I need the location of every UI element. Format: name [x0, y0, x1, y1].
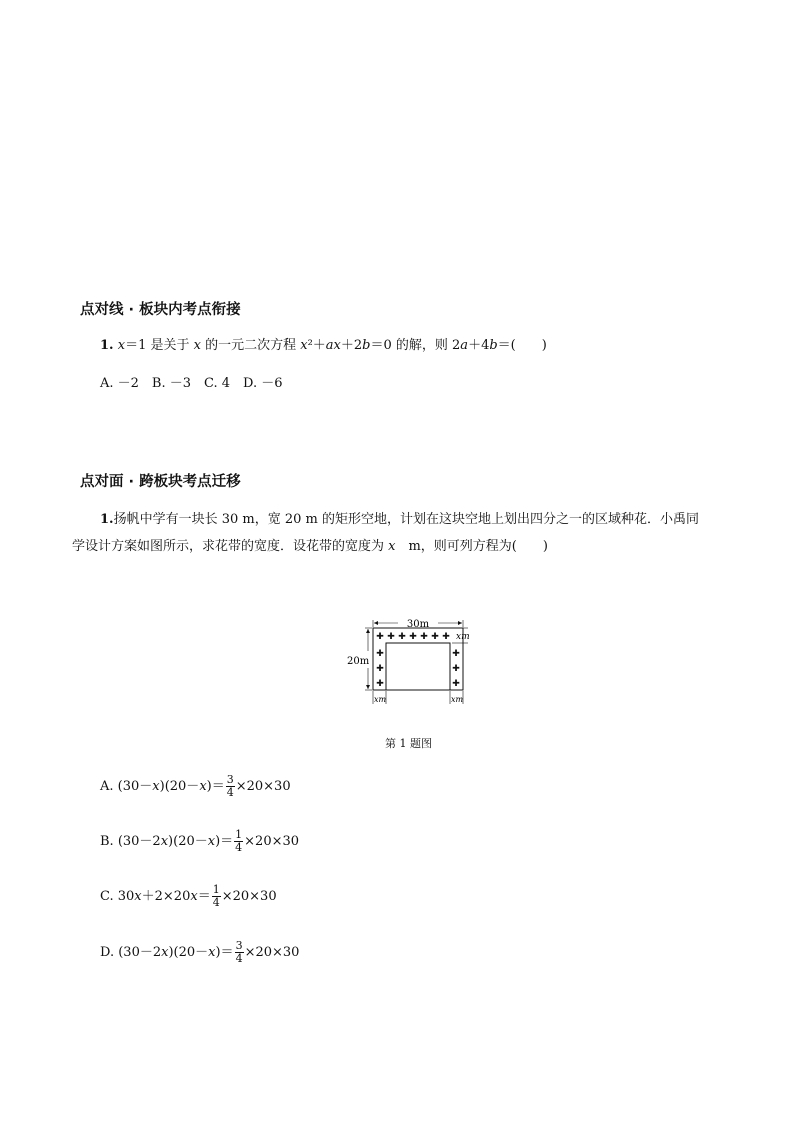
svg-text:✚: ✚	[376, 649, 384, 659]
top-dimension-label: 30m	[406, 619, 430, 630]
section1-question1	[100, 336, 547, 356]
option-a: A. (30－x)(20－x)＝ $\frac{3}{4}$ ×20×30	[100, 773, 291, 799]
section2-heading: 点对面 · 跨板块考点迁移	[80, 474, 241, 490]
right-width-label: xm	[456, 632, 470, 642]
option-c: C. 30x＋2×20x＝ $\frac{1}{4}$ ×20×30	[100, 883, 277, 909]
bottom-left-width-label: xm	[374, 695, 387, 704]
svg-text:✚: ✚	[376, 679, 384, 689]
svg-text:✚: ✚	[409, 632, 417, 642]
svg-text:✚: ✚	[398, 632, 406, 642]
figure-caption: 第 1 题图	[385, 737, 432, 750]
svg-text:✚: ✚	[387, 632, 395, 642]
svg-text:✚: ✚	[452, 664, 460, 674]
flower-marks	[376, 632, 460, 689]
section2-question1-line1	[100, 510, 699, 530]
svg-text:✚: ✚	[376, 632, 384, 642]
question-number: 1.	[100, 512, 114, 527]
svg-text:✚: ✚	[431, 632, 439, 642]
inner-rectangle	[386, 643, 450, 690]
section1-question1-options: A. －2 B. －3 C. 4 D. －6	[100, 376, 283, 391]
question-text: x＝1 是关于 x 的一元二次方程 x²＋ax＋2b＝0 的解，则 2a＋4b＝( )	[117, 338, 547, 353]
option-b: B. (30－2x)(20－x)＝ $\frac{1}{4}$ ×20×30	[100, 828, 300, 854]
bottom-right-width-label: xm	[451, 695, 464, 704]
flower-bed-figure	[344, 618, 476, 708]
svg-text:✚: ✚	[376, 664, 384, 674]
section2-question1-line2: 学设计方案如图所示，求花带的宽度．设花带的宽度为 x m，则可列方程为( )	[72, 539, 548, 554]
question-text-line1: 扬帆中学有一块长 30 m，宽 20 m 的矩形空地，计划在这块空地上划出四分之一的区域种花．小禹同	[113, 512, 699, 527]
left-dimension-label: 20m	[347, 656, 370, 667]
section1-heading: 点对线 · 板块内考点衔接	[80, 302, 241, 318]
svg-text:✚: ✚	[420, 632, 428, 642]
svg-text:✚: ✚	[452, 679, 460, 689]
question-number: 1.	[100, 338, 114, 353]
option-d: D. (30－2x)(20－x)＝ $\frac{3}{4}$ ×20×30	[100, 939, 300, 965]
svg-text:✚: ✚	[452, 649, 460, 659]
svg-text:✚: ✚	[442, 632, 450, 642]
